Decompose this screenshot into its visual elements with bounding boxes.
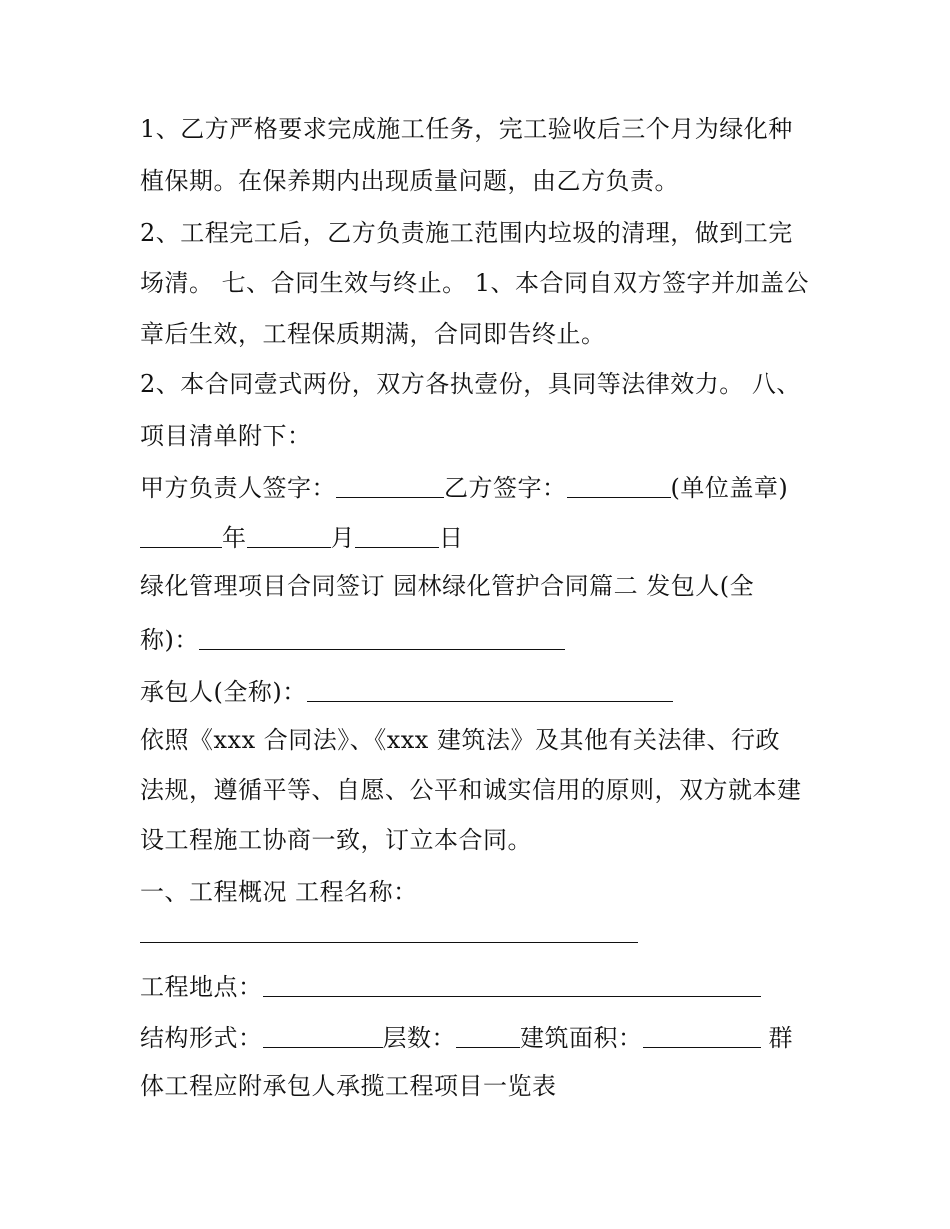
month-blank <box>247 523 331 548</box>
date-line <box>140 521 464 553</box>
year-label: 年 <box>222 524 247 552</box>
text-line-5: 章后生效，工程保质期满，合同即告终止。 <box>140 320 606 348</box>
body-line-3: 设工程施工协商一致，订立本合同。 <box>140 826 532 854</box>
structure-label: 结构形式： <box>140 1024 263 1052</box>
group-prefix: 群 <box>768 1024 793 1052</box>
seal-label: (单位盖章) <box>670 474 789 502</box>
floors-blank <box>456 1023 520 1048</box>
area-blank <box>643 1023 761 1048</box>
text-line-4: 场清。 七、合同生效与终止。 1、本合同自双方签字并加盖公 <box>140 269 810 297</box>
day-label: 日 <box>439 524 464 552</box>
employer-blank <box>199 625 565 650</box>
employer-line <box>140 623 565 655</box>
location-blank <box>263 972 761 997</box>
party-b-signature-blank <box>567 473 671 498</box>
section-one-heading: 一、工程概况 工程名称： <box>140 878 418 906</box>
party-a-signature-blank <box>336 473 444 498</box>
day-blank <box>355 523 439 548</box>
party-b-signature-label: 乙方签字： <box>444 474 567 502</box>
location-label: 工程地点： <box>140 973 263 1001</box>
floors-label: 层数： <box>382 1024 456 1052</box>
year-blank <box>140 523 222 548</box>
group-line: 体工程应附承包人承揽工程项目一览表 <box>140 1072 557 1100</box>
text-line-3: 2、工程完工后，乙方负责施工范围内垃圾的清理，做到工完 <box>140 219 793 247</box>
structure-line <box>140 1021 793 1053</box>
text-line-2: 植保期。在保养期内出现质量问题，由乙方负责。 <box>140 167 679 195</box>
contractor-line <box>140 675 673 707</box>
month-label: 月 <box>330 524 355 552</box>
contract-title-line: 绿化管理项目合同签订 园林绿化管护合同篇二 发包人(全 <box>140 572 755 600</box>
area-label: 建筑面积： <box>520 1024 643 1052</box>
project-name-blank <box>140 942 638 943</box>
contractor-blank <box>307 677 673 702</box>
party-a-signature-label: 甲方负责人签字： <box>140 474 336 502</box>
text-line-7: 项目清单附下： <box>140 422 312 450</box>
body-line-1: 依照《xxx 合同法》、《xxx 建筑法》及其他有关法律、行政 <box>140 726 780 754</box>
employer-label: 称)： <box>140 626 199 654</box>
contractor-label: 承包人(全称)： <box>140 678 307 706</box>
structure-blank <box>263 1023 383 1048</box>
signature-line <box>140 471 788 503</box>
location-line <box>140 970 761 1002</box>
body-line-2: 法规，遵循平等、自愿、公平和诚实信用的原则，双方就本建 <box>140 776 802 804</box>
text-line-6: 2、本合同壹式两份，双方各执壹份，具同等法律效力。 八、 <box>140 370 801 398</box>
text-line-1: 1、乙方严格要求完成施工任务，完工验收后三个月为绿化种 <box>140 115 793 143</box>
